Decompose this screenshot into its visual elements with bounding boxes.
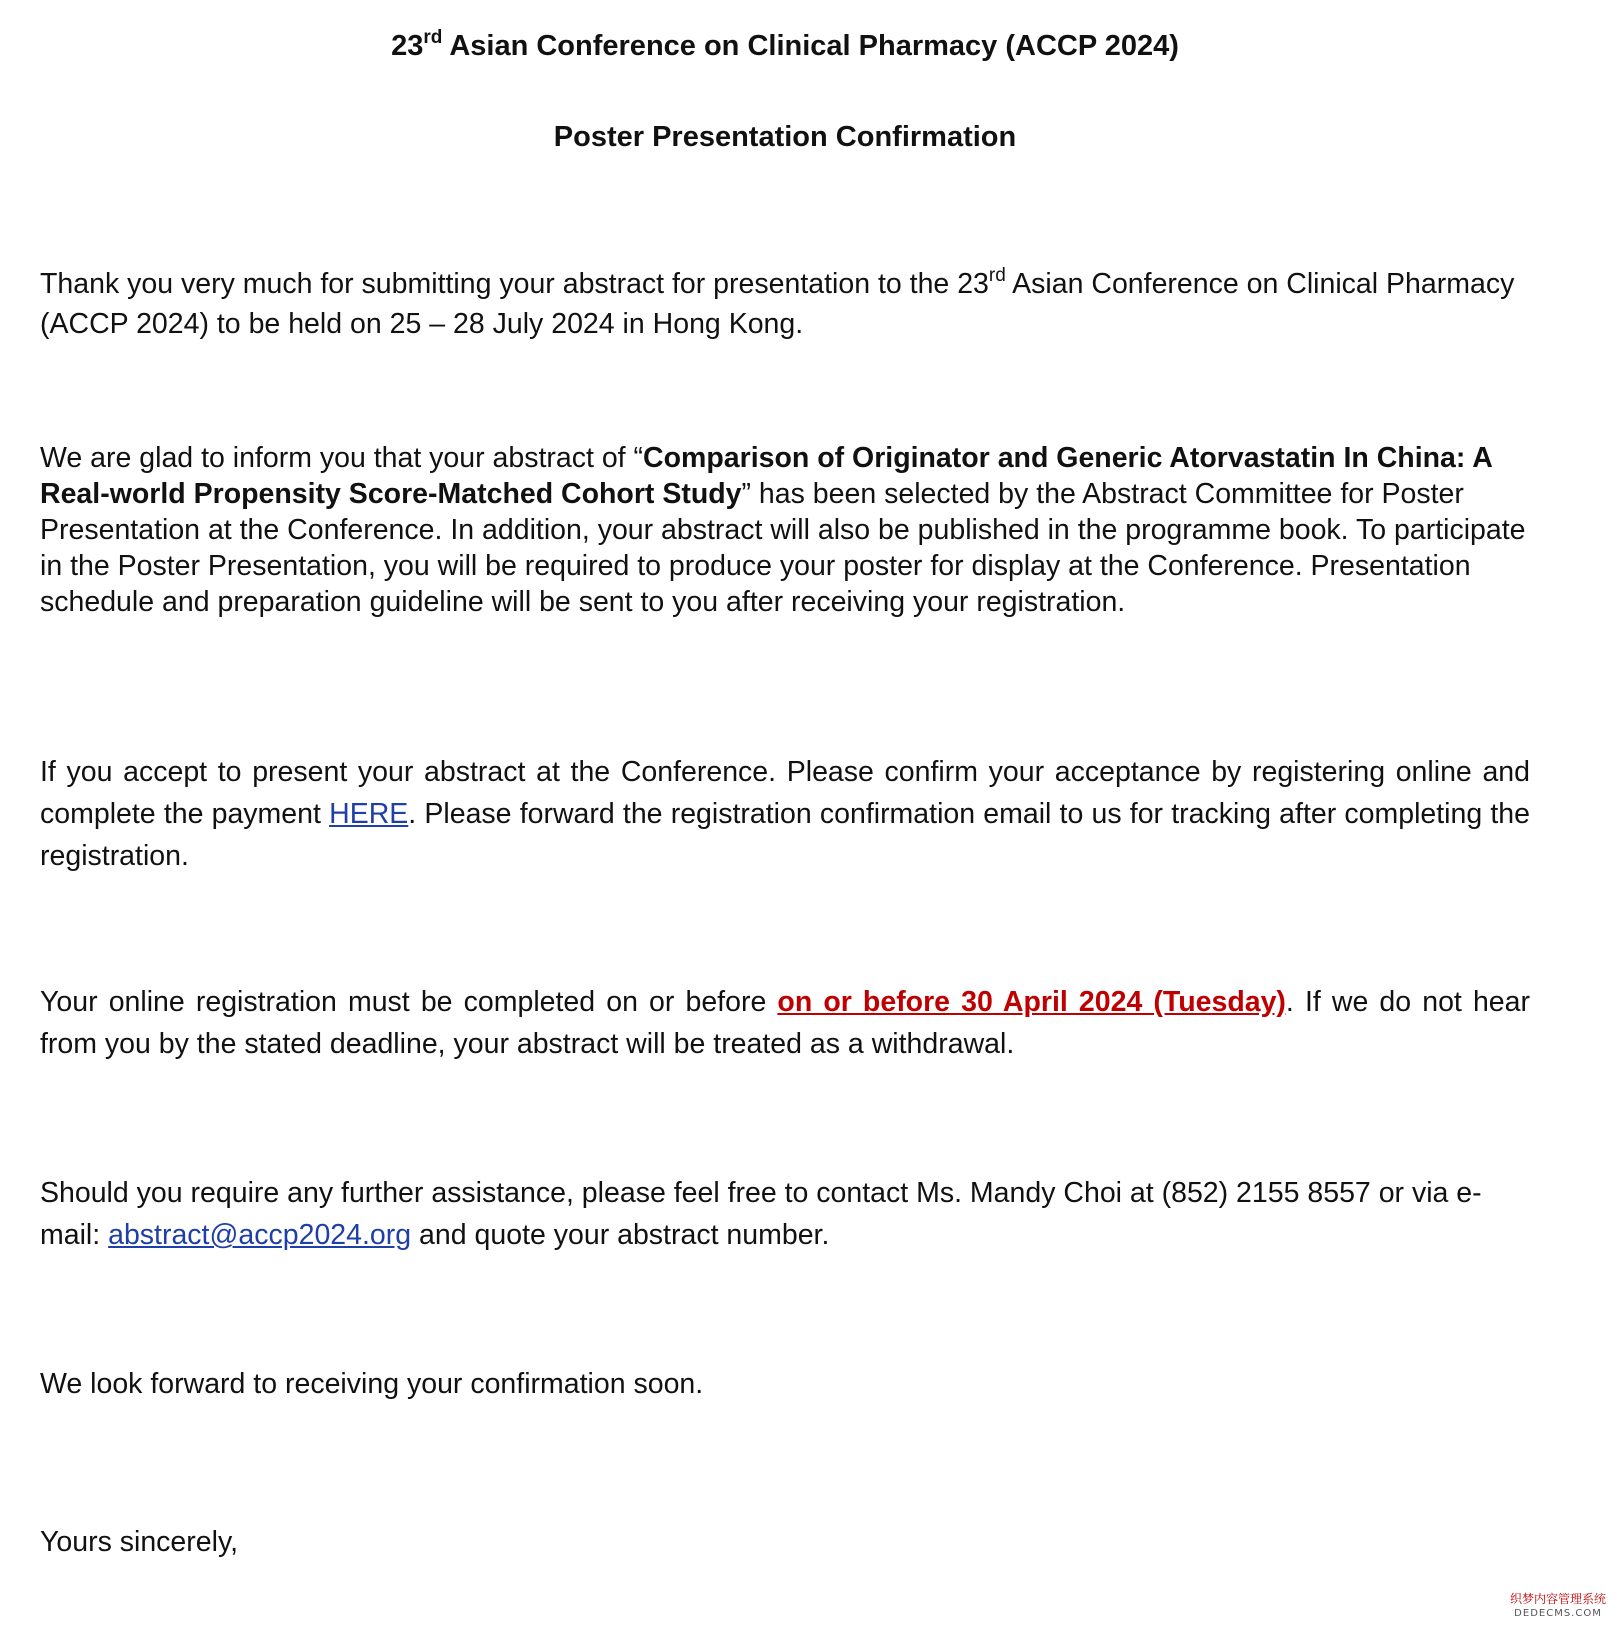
paragraph-deadline bbox=[40, 981, 1530, 1065]
paragraph-closing-note: We look forward to receiving your confirmation soon. bbox=[40, 1368, 704, 1400]
paragraph-contact-text-b: and quote your abstract number. bbox=[411, 1219, 830, 1251]
paragraph-acceptance-text-b: . Please forward the registration confirmation email to us for tracking after completing the registration. bbox=[40, 798, 1530, 872]
title-superscript: rd bbox=[423, 27, 443, 48]
paragraph-contact-text-a: Should you require any further assistance, please feel free to contact Ms. Mandy Choi at (852) 2155 8557 or via e-mail: bbox=[40, 1177, 1482, 1251]
paragraph-selection bbox=[40, 440, 1530, 620]
paragraph-selection-text-b: ” has been selected by the Abstract Committee for Poster Presentation at the Conference. In addition, your abstract will also be published in the programme book. To participate in the Poster Presentation, you will be required to produce your poster for display at the Conference. Presentation schedule and preparation guideline will be sent to you after receiving your registration. bbox=[40, 478, 1526, 618]
paragraph-thanks bbox=[40, 266, 1530, 342]
paragraph-contact bbox=[40, 1172, 1530, 1256]
paragraph-selection-text-a: We are glad to inform you that your abstract of “ bbox=[40, 442, 644, 474]
title-text: Asian Conference on Clinical Pharmacy (ACCP 2024) bbox=[442, 30, 1179, 62]
paragraph-deadline-text-b: . If we do not hear from you by the stated deadline, your abstract will be treated as a withdrawal. bbox=[40, 986, 1531, 1060]
watermark-top-text: 织梦内容管理系统 bbox=[1509, 1592, 1606, 1606]
registration-deadline: on or before 30 April 2024 (Tuesday) bbox=[777, 986, 1286, 1018]
paragraph-thanks-text-a: Thank you very much for submitting your abstract for presentation to the 23 bbox=[40, 268, 989, 300]
title-number: 23 bbox=[391, 30, 424, 62]
watermark-logo bbox=[1503, 1592, 1613, 1622]
paragraph-acceptance bbox=[40, 751, 1530, 877]
paragraph-acceptance-text-a: If you accept to present your abstract at the Conference. Please confirm your acceptance by registering online and complete the payment bbox=[40, 756, 1530, 830]
paragraph-thanks-text-b: Asian Conference on Clinical Pharmacy (ACCP 2024) to be held on 25 – 28 July 2024 in Hong Kong. bbox=[40, 268, 1515, 340]
letter-subtitle: Poster Presentation Confirmation bbox=[553, 121, 1017, 153]
contact-email-link[interactable]: abstract@accp2024.org bbox=[108, 1219, 412, 1251]
watermark-bottom-text: DEDECMS.COM bbox=[1514, 1608, 1602, 1619]
closing-salutation: Yours sincerely, bbox=[40, 1526, 239, 1558]
paragraph-deadline-text-a: Your online registration must be completed on or before bbox=[40, 986, 778, 1018]
registration-here-link[interactable]: HERE bbox=[329, 798, 409, 830]
paragraph-thanks-superscript: rd bbox=[988, 265, 1006, 286]
abstract-title: Comparison of Originator and Generic Atorvastatin In China: A Real-world Propensity Score-Matched Cohort Study bbox=[40, 442, 1492, 510]
conference-title bbox=[0, 28, 1570, 68]
